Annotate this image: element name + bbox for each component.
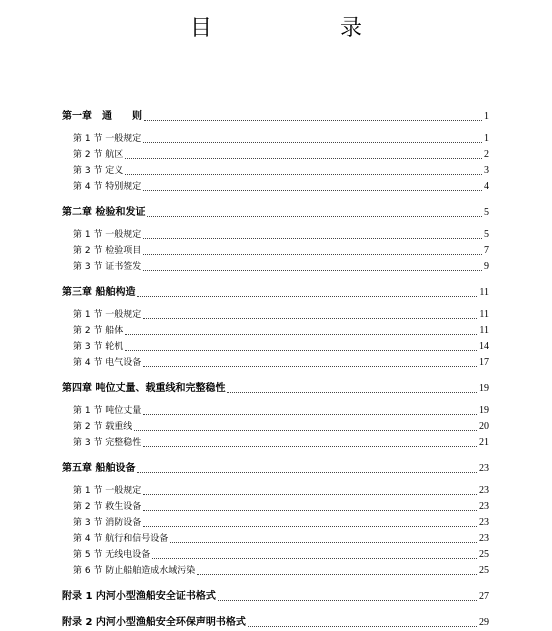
toc-entry-label: 第四章 吨位丈量、载重线和完整稳性	[62, 383, 226, 394]
toc-entry-label: 第 3 节 消防设备	[73, 518, 142, 528]
toc-chapter-entry[interactable]	[62, 109, 489, 125]
toc-entry-label: 第 1 节 一般规定	[73, 310, 142, 320]
toc-dot-leader	[137, 472, 477, 473]
toc-page-number: 3	[484, 165, 489, 176]
toc-entry-label: 第 4 节 特别规定	[73, 182, 142, 192]
toc-entry-label: 第 2 节 航区	[73, 150, 124, 160]
toc-chapter-entry[interactable]	[62, 285, 489, 301]
toc-page-number: 23	[479, 501, 489, 512]
toc-entry-label: 第 2 节 救生设备	[73, 502, 142, 512]
toc-entry-label: 第 5 节 无线电设备	[73, 550, 151, 560]
toc-section-entry[interactable]	[62, 435, 489, 451]
toc-page-number: 23	[479, 463, 489, 474]
toc-page-number: 20	[479, 421, 489, 432]
toc-page-number: 21	[479, 437, 489, 448]
toc-page-number: 11	[479, 325, 489, 336]
toc-page-number: 23	[479, 533, 489, 544]
toc-page-number: 4	[484, 181, 489, 192]
toc-entry-label: 第 1 节 一般规定	[73, 230, 142, 240]
toc-section-entry[interactable]	[62, 499, 489, 515]
toc-page-number: 11	[479, 309, 489, 320]
toc-section-entry[interactable]	[62, 547, 489, 563]
toc-page-number: 7	[484, 245, 489, 256]
toc-page-number: 29	[479, 617, 489, 628]
toc-chapter-entry[interactable]	[62, 589, 489, 605]
toc-page-number: 27	[479, 591, 489, 602]
toc-page-number: 11	[479, 287, 489, 298]
toc-entry-label: 附录 2 内河小型渔船安全环保声明书格式	[62, 617, 246, 628]
toc-dot-leader	[125, 174, 482, 175]
toc-dot-leader	[143, 254, 482, 255]
toc-dot-leader	[144, 120, 482, 121]
toc-entry-label: 第一章 通 则	[62, 111, 142, 122]
toc-dot-leader	[125, 158, 482, 159]
toc-page-number: 9	[484, 261, 489, 272]
toc-page-number: 1	[484, 133, 489, 144]
toc-entry-label: 第 3 节 完整稳性	[73, 438, 142, 448]
toc-dot-leader	[152, 558, 477, 559]
toc-dot-leader	[125, 350, 477, 351]
toc-section-entry[interactable]	[62, 243, 489, 259]
toc-section-entry[interactable]	[62, 307, 489, 323]
toc-dot-leader	[143, 526, 477, 527]
toc-section-entry[interactable]	[62, 323, 489, 339]
table-of-contents	[62, 109, 489, 631]
toc-entry-label: 第 2 节 检验项目	[73, 246, 142, 256]
toc-entry-label: 第二章 检验和发证	[62, 207, 146, 218]
toc-section-entry[interactable]	[62, 355, 489, 371]
toc-entry-label: 第 2 节 载重线	[73, 422, 133, 432]
toc-dot-leader	[143, 190, 482, 191]
toc-dot-leader	[143, 142, 482, 143]
toc-dot-leader	[134, 430, 477, 431]
toc-chapter-entry[interactable]	[62, 461, 489, 477]
toc-entry-label: 第 3 节 定义	[73, 166, 124, 176]
toc-section-entry[interactable]	[62, 483, 489, 499]
toc-section-entry[interactable]	[62, 131, 489, 147]
toc-dot-leader	[143, 414, 477, 415]
toc-dot-leader	[143, 238, 482, 239]
toc-chapter-entry[interactable]	[62, 205, 489, 221]
toc-page-number: 23	[479, 517, 489, 528]
toc-section-entry[interactable]	[62, 403, 489, 419]
toc-section-entry[interactable]	[62, 227, 489, 243]
toc-dot-leader	[143, 446, 477, 447]
toc-entry-label: 第 2 节 船体	[73, 326, 124, 336]
toc-dot-leader	[143, 318, 477, 319]
toc-dot-leader	[197, 574, 477, 575]
toc-section-entry[interactable]	[62, 339, 489, 355]
toc-section-entry[interactable]	[62, 531, 489, 547]
toc-dot-leader	[125, 334, 477, 335]
toc-chapter-entry[interactable]	[62, 615, 489, 631]
toc-entry-label: 附录 1 内河小型渔船安全证书格式	[62, 591, 216, 602]
toc-dot-leader	[147, 216, 482, 217]
toc-entry-label: 第五章 船舶设备	[62, 463, 136, 474]
toc-dot-leader	[143, 366, 477, 367]
toc-section-entry[interactable]	[62, 147, 489, 163]
page-title: 目 录	[189, 16, 390, 41]
toc-entry-label: 第 3 节 轮机	[73, 342, 124, 352]
toc-page-number: 25	[479, 565, 489, 576]
toc-chapter-entry[interactable]	[62, 381, 489, 397]
toc-page-number: 25	[479, 549, 489, 560]
toc-page-number: 19	[479, 383, 489, 394]
toc-section-entry[interactable]	[62, 179, 489, 195]
toc-dot-leader	[248, 626, 477, 627]
toc-entry-label: 第 4 节 电气设备	[73, 358, 142, 368]
toc-entry-label: 第 1 节 一般规定	[73, 486, 142, 496]
toc-dot-leader	[143, 510, 477, 511]
toc-section-entry[interactable]	[62, 163, 489, 179]
toc-entry-label: 第 4 节 航行和信号设备	[73, 534, 169, 544]
toc-entry-label: 第 6 节 防止船舶造成水域污染	[73, 566, 196, 576]
toc-page-number: 5	[484, 207, 489, 218]
toc-page-number: 5	[484, 229, 489, 240]
toc-dot-leader	[143, 270, 482, 271]
toc-dot-leader	[170, 542, 477, 543]
toc-dot-leader	[143, 494, 477, 495]
toc-page-number: 19	[479, 405, 489, 416]
toc-section-entry[interactable]	[62, 419, 489, 435]
toc-dot-leader	[137, 296, 477, 297]
toc-page-number: 14	[479, 341, 489, 352]
toc-page-number: 23	[479, 485, 489, 496]
toc-dot-leader	[227, 392, 477, 393]
toc-page-number: 1	[484, 111, 489, 122]
toc-page-number: 17	[479, 357, 489, 368]
toc-dot-leader	[218, 600, 477, 601]
toc-entry-label: 第 1 节 吨位丈量	[73, 406, 142, 416]
toc-section-entry[interactable]	[62, 563, 489, 579]
toc-page-number: 2	[484, 149, 489, 160]
toc-entry-label: 第 3 节 证书签发	[73, 262, 142, 272]
toc-section-entry[interactable]	[62, 259, 489, 275]
toc-entry-label: 第三章 船舶构造	[62, 287, 136, 298]
toc-entry-label: 第 1 节 一般规定	[73, 134, 142, 144]
toc-section-entry[interactable]	[62, 515, 489, 531]
